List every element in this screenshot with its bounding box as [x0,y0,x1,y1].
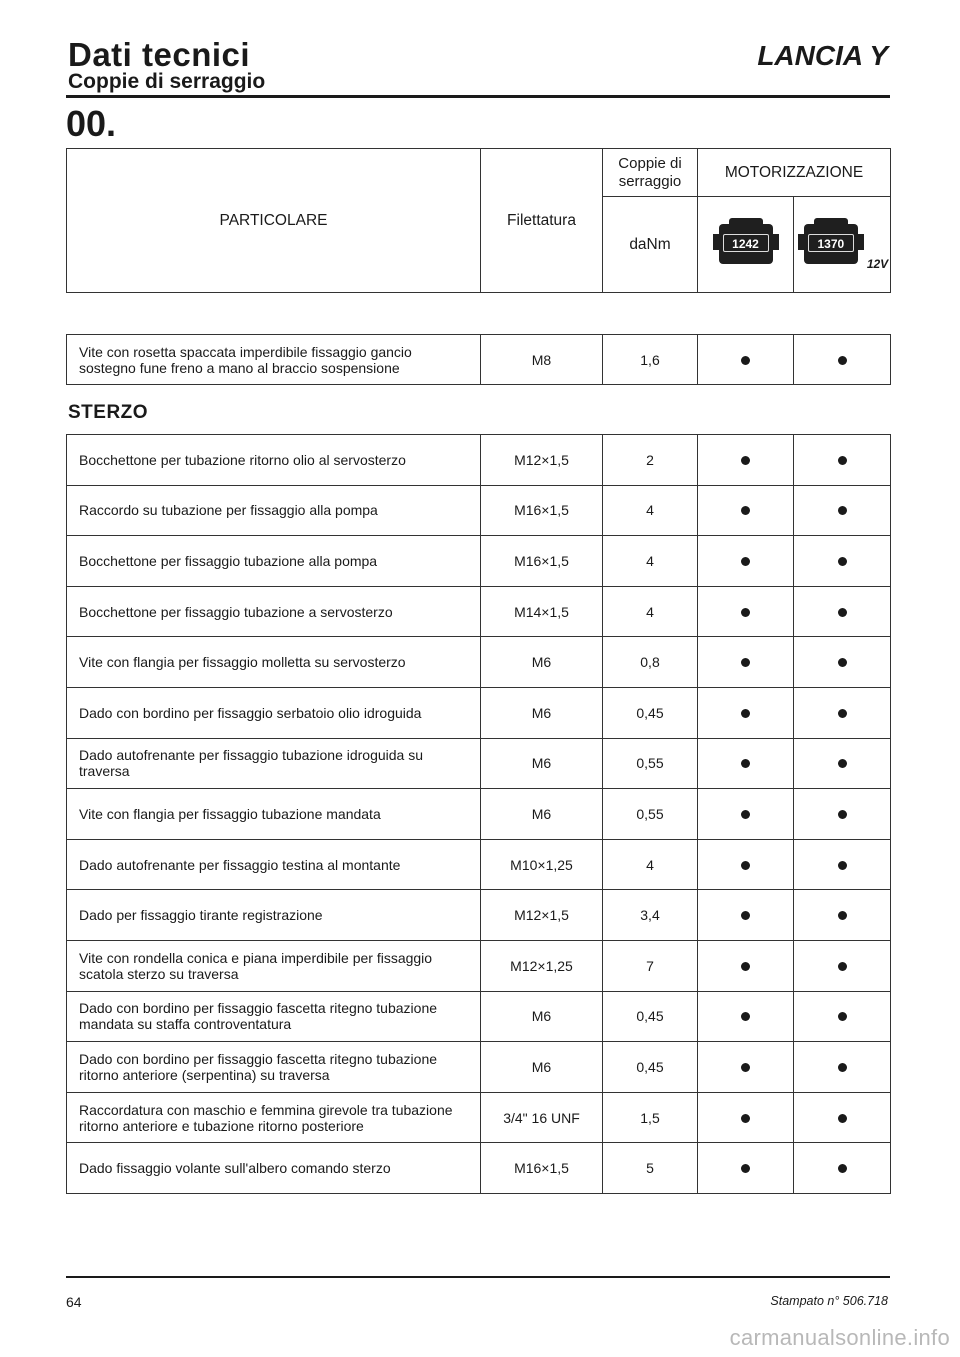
row-torque: 4 [603,586,698,637]
table-sterzo [66,434,891,1194]
row-torque: 4 [603,536,698,587]
row-torque: 4 [603,485,698,536]
row-dot-1370 [794,789,891,840]
row-dot-1242 [698,586,794,637]
row-description: Bocchettone per fissaggio tubazione alla pompa [67,536,481,587]
applicable-dot-icon [838,861,847,870]
row-description: Raccordo su tubazione per fissaggio alla pompa [67,485,481,536]
row-description: Bocchettone per fissaggio tubazione a servosterzo [67,586,481,637]
row-torque: 0,45 [603,687,698,738]
row-torque: 1,6 [603,335,698,385]
col-header-motorizzazione: MOTORIZZAZIONE [698,149,891,197]
engine-icon [711,218,781,266]
table-row [67,1042,891,1093]
applicable-dot-icon [741,456,750,465]
row-thread: M12×1,25 [481,940,603,991]
row-dot-1370 [794,435,891,486]
applicable-dot-icon [838,962,847,971]
engine-label: 1370 [808,234,854,252]
engine-icon [796,218,866,266]
row-torque: 0,45 [603,991,698,1042]
header-rule [66,95,890,98]
row-thread: M12×1,5 [481,890,603,941]
applicable-dot-icon [741,911,750,920]
watermark: carmanualsonline.info [729,1325,950,1350]
row-dot-1242 [698,536,794,587]
row-dot-1370 [794,1143,891,1194]
table-row [67,335,891,385]
row-thread: M8 [481,335,603,385]
table-row [67,890,891,941]
row-description: Vite con flangia per fissaggio tubazione mandata [67,789,481,840]
row-thread: M16×1,5 [481,485,603,536]
section-heading-sterzo: STERZO [68,402,149,423]
row-torque: 0,55 [603,789,698,840]
row-description: Vite con rondella conica e piana imperdibile per fissaggio scatola sterzo su traversa [67,940,481,991]
row-dot-1370 [794,890,891,941]
table-row [67,1143,891,1194]
row-dot-1242 [698,839,794,890]
row-dot-1370 [794,839,891,890]
row-dot-1370 [794,738,891,789]
row-dot-1242 [698,687,794,738]
applicable-dot-icon [838,759,847,768]
table-row [67,738,891,789]
row-description: Dado con bordino per fissaggio fascetta ritegno tubazione ritorno anteriore (serpentina) su traversa [67,1042,481,1093]
engine-1242-cell [698,197,794,293]
applicable-dot-icon [741,962,750,971]
table-row [67,637,891,688]
applicable-dot-icon [838,1114,847,1123]
row-description: Vite con flangia per fissaggio molletta su servosterzo [67,637,481,688]
row-thread: M6 [481,991,603,1042]
row-dot-1370 [794,940,891,991]
applicable-dot-icon [741,861,750,870]
table-row [67,789,891,840]
brand-logo: LANCIA Y [757,40,888,71]
row-torque: 5 [603,1143,698,1194]
row-torque: 7 [603,940,698,991]
row-dot-1370 [794,1092,891,1143]
row-dot-1242 [698,890,794,941]
row-dot-1242 [698,435,794,486]
col-header-coppie: Coppie di serraggio [603,149,698,197]
applicable-dot-icon [741,1114,750,1123]
row-dot-1370 [794,1042,891,1093]
row-dot-1242 [698,789,794,840]
row-torque: 0,55 [603,738,698,789]
row-dot-1370 [794,687,891,738]
applicable-dot-icon [838,1012,847,1021]
table-row [67,586,891,637]
row-description: Dado autofrenante per fissaggio testina al montante [67,839,481,890]
row-dot-1370 [794,991,891,1042]
row-thread: M6 [481,637,603,688]
row-dot-1370 [794,637,891,688]
row-dot-1242 [698,1143,794,1194]
row-thread: 3/4" 16 UNF [481,1092,603,1143]
table-row [67,536,891,587]
engine-suffix: 12V [866,257,889,271]
table-row [67,687,891,738]
row-thread: M10×1,25 [481,839,603,890]
row-dot-1242 [698,335,794,385]
row-torque: 0,8 [603,637,698,688]
table-header [66,148,891,293]
applicable-dot-icon [741,506,750,515]
row-description: Dado con bordino per fissaggio serbatoio olio idroguida [67,687,481,738]
row-dot-1370 [794,536,891,587]
row-thread: M6 [481,1042,603,1093]
row-torque: 1,5 [603,1092,698,1143]
applicable-dot-icon [741,557,750,566]
row-dot-1242 [698,940,794,991]
applicable-dot-icon [741,1012,750,1021]
applicable-dot-icon [838,506,847,515]
row-dot-1242 [698,637,794,688]
table-row [67,991,891,1042]
row-torque: 2 [603,435,698,486]
applicable-dot-icon [838,810,847,819]
row-thread: M14×1,5 [481,586,603,637]
footer-rule [66,1276,890,1278]
engine-label: 1242 [723,234,769,252]
row-description: Dado fissaggio volante sull'albero comando sterzo [67,1143,481,1194]
row-torque: 3,4 [603,890,698,941]
section-number: 00. [66,103,117,144]
page-subtitle: Coppie di serraggio [68,70,266,93]
table-row [67,839,891,890]
row-dot-1242 [698,1042,794,1093]
row-thread: M16×1,5 [481,1143,603,1194]
row-dot-1242 [698,1092,794,1143]
row-dot-1370 [794,335,891,385]
applicable-dot-icon [741,810,750,819]
page-title: Dati tecnici [68,36,251,73]
row-dot-1370 [794,485,891,536]
row-description: Raccordatura con maschio e femmina girevole tra tubazione ritorno anteriore e tubazione ritorno posteriore [67,1092,481,1143]
table-row [67,435,891,486]
row-description: Vite con rosetta spaccata imperdibile fissaggio gancio sostegno fune freno a mano al braccio sospensione [67,335,481,385]
applicable-dot-icon [741,658,750,667]
applicable-dot-icon [838,1063,847,1072]
applicable-dot-icon [838,356,847,365]
applicable-dot-icon [741,1164,750,1173]
page-number: 64 [66,1294,82,1310]
applicable-dot-icon [741,1063,750,1072]
applicable-dot-icon [741,356,750,365]
table-general [66,334,891,385]
row-description: Dado per fissaggio tirante registrazione [67,890,481,941]
applicable-dot-icon [838,658,847,667]
row-thread: M6 [481,738,603,789]
applicable-dot-icon [741,709,750,718]
row-thread: M6 [481,687,603,738]
applicable-dot-icon [741,608,750,617]
col-header-filettatura: Filettatura [481,149,603,293]
row-dot-1242 [698,991,794,1042]
applicable-dot-icon [838,608,847,617]
printed-code: Stampato n° 506.718 [770,1294,888,1308]
row-dot-1370 [794,586,891,637]
row-dot-1242 [698,485,794,536]
engine-1370-cell [794,197,891,293]
applicable-dot-icon [838,456,847,465]
row-description: Dado autofrenante per fissaggio tubazione idroguida su traversa [67,738,481,789]
table-row [67,940,891,991]
applicable-dot-icon [741,759,750,768]
col-header-particolare: PARTICOLARE [67,149,481,293]
row-description: Dado con bordino per fissaggio fascetta ritegno tubazione mandata su staffa controventatura [67,991,481,1042]
applicable-dot-icon [838,1164,847,1173]
applicable-dot-icon [838,557,847,566]
applicable-dot-icon [838,709,847,718]
row-thread: M6 [481,789,603,840]
applicable-dot-icon [838,911,847,920]
row-dot-1242 [698,738,794,789]
table-row [67,1092,891,1143]
row-torque: 0,45 [603,1042,698,1093]
table-row [67,485,891,536]
row-thread: M16×1,5 [481,536,603,587]
col-header-unit: daNm [603,197,698,293]
row-torque: 4 [603,839,698,890]
row-description: Bocchettone per tubazione ritorno olio al servosterzo [67,435,481,486]
row-thread: M12×1,5 [481,435,603,486]
